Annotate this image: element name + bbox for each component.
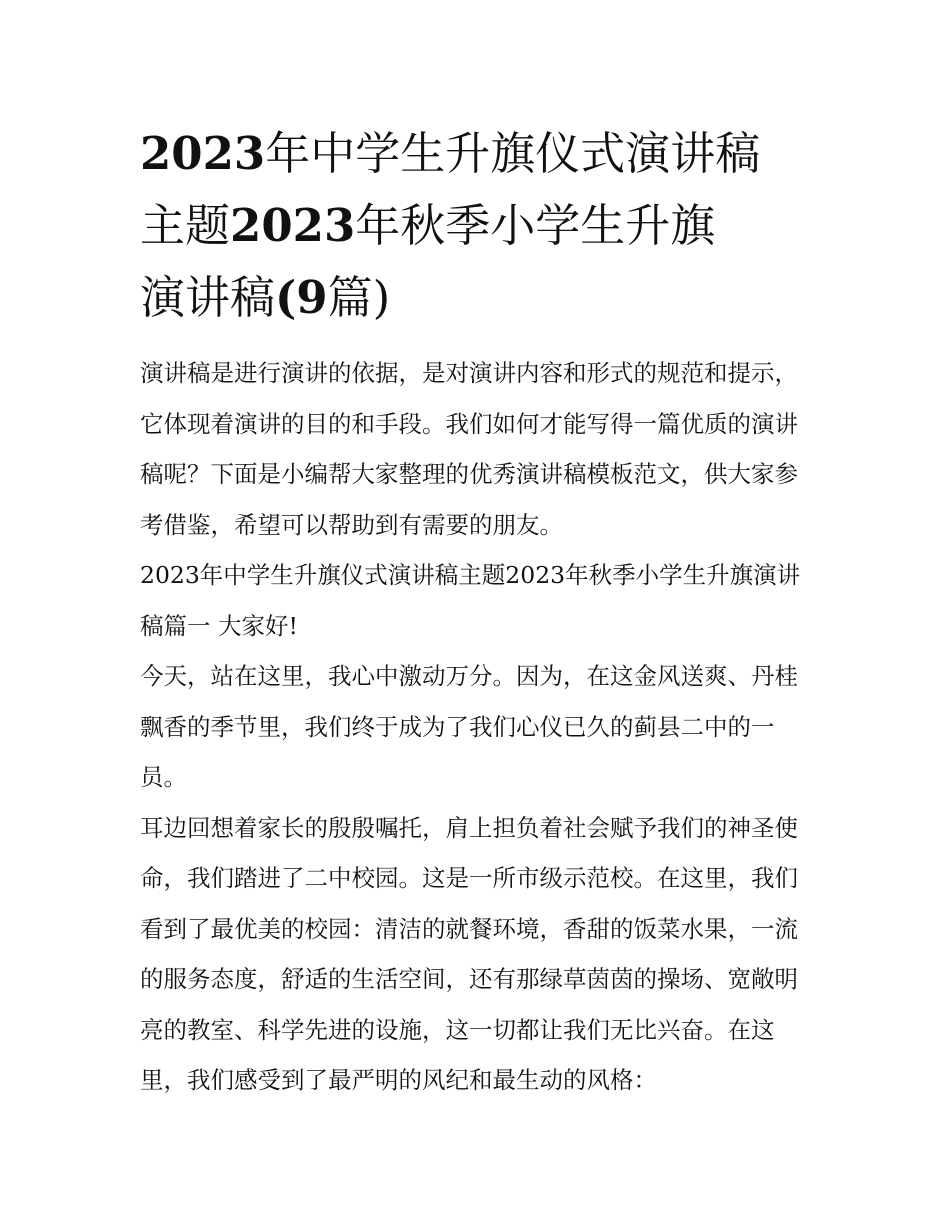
- body-paragraph: 今天，站在这里，我心中激动万分。因为，在这金风送爽、丹桂飘香的季节里，我们终于成为了我们心仪已久的蓟县二中的一员。: [140, 662, 798, 791]
- title-line-3: [140, 271, 390, 324]
- title-text: 篇): [327, 271, 391, 324]
- title-text: 年秋季小学生升旗: [355, 199, 716, 252]
- title-count: (9: [275, 271, 328, 324]
- intro-paragraph: 演讲稿是进行演讲的依据，是对演讲内容和形式的规范和提示，它体现着演讲的目的和手段。我们如何才能写得一篇优质的演讲稿呢？下面是小编帮大家整理的优秀演讲稿模板范文，供大家参考借鉴，希望可以帮助到有需要的朋友。: [140, 359, 798, 539]
- title-year: 2023: [230, 199, 356, 252]
- title-text: 演讲稿: [140, 271, 276, 324]
- title-text: 主题: [140, 199, 231, 252]
- title-year: 2023: [140, 127, 266, 180]
- document-body: [140, 348, 820, 1106]
- section-heading-paragraph: 2023年中学生升旗仪式演讲稿主题2023年秋季小学生升旗演讲稿篇一 大家好!: [140, 561, 801, 640]
- title-text: 年中学生升旗仪式演讲稿: [265, 127, 761, 180]
- title-line-1: [140, 127, 760, 180]
- title-line-2: [140, 199, 715, 252]
- document-page: [140, 118, 820, 1106]
- body-paragraph: 耳边回想着家长的殷殷嘱托，肩上担负着社会赋予我们的神圣使命，我们踏进了二中校园。这是一所市级示范校。在这里，我们看到了最优美的校园：清洁的就餐环境，香甜的饭菜水果，一流的服务态度，舒适的生活空间，还有那绿草茵茵的操场、宽敞明亮的教室、科学先进的设施，这一切都让我们无比兴奋。在这里，我们感受到了最严明的风纪和最生动的风格：: [140, 813, 798, 1094]
- document-title: [140, 118, 820, 334]
